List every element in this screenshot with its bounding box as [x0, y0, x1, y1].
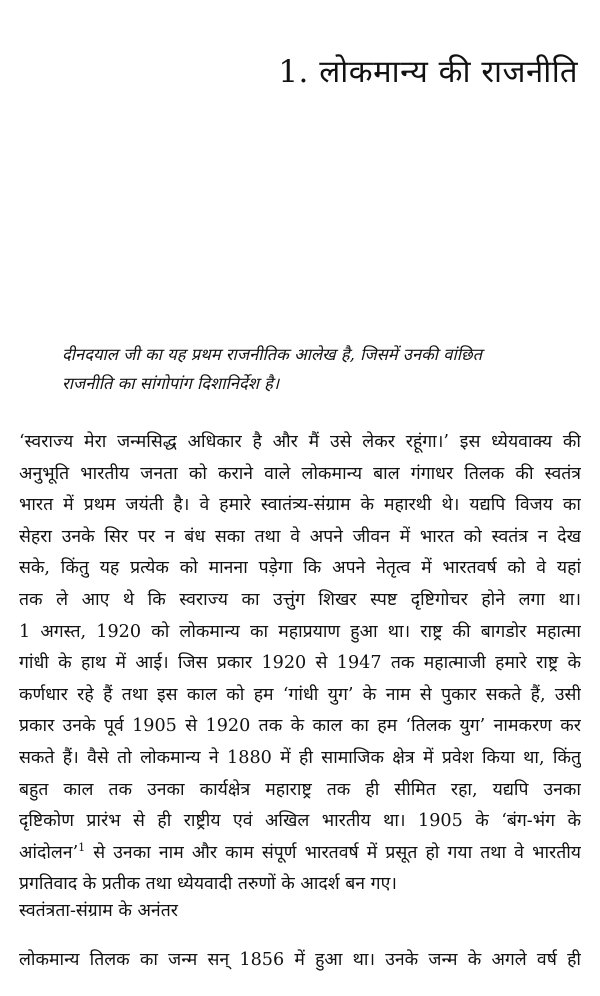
footnote-anchor-text: आंदोलन’	[19, 842, 79, 863]
epigraph	[62, 340, 542, 398]
paragraph-line: सेहरा उनके सिर पर न बंध सका तथा वे अपने जीवन में भारत को स्वतंत्र न देख	[19, 526, 581, 547]
paragraph-line: प्रकार उनके पूर्व 1905 से 1920 तक के काल का हम ‘तिलक युग’ नामकरण कर	[19, 716, 581, 737]
epigraph-line: दीनदयाल जी का यह प्रथम राजनीतिक आलेख है, जिसमें उनकी वांछित	[62, 345, 483, 364]
footnote-marker[interactable]: 1	[78, 840, 86, 854]
paragraph-line: सकते हैं। वैसे तो लोकमान्य ने 1880 में ही सामाजिक क्षेत्र में प्रवेश किया था, किंतु	[19, 747, 581, 768]
paragraph-line: लोकमान्य तिलक का जन्म सन् 1856 में हुआ था। उनके जन्म के अगले वर्ष ही	[19, 950, 581, 970]
chapter-title: 1. लोकमान्य की राजनीति	[278, 54, 578, 90]
footnote-following-text: से उनका नाम और काम संपूर्ण भारतवर्ष में प्रसूत हो गया तथा वे भारतीय	[85, 842, 581, 863]
paragraph-line: गांधी के हाथ में आई। जिस प्रकार 1920 से 1947 तक महात्माजी हमारे राष्ट्र के	[19, 653, 581, 674]
paragraph-line-with-footnote	[19, 838, 581, 870]
paragraph-last-line: प्रगतिवाद के प्रतीक तथा ध्येयवादी तरुणों के आदर्श बन गए।	[19, 874, 397, 895]
paragraph-line: कर्णधार रहे हैं तथा इस काल को हम ‘गांधी युग’ के नाम से पुकार सकते हैं, उसी	[19, 684, 581, 705]
paragraph-2	[19, 945, 581, 977]
section-heading: स्वतंत्रता-संग्राम के अनंतर	[19, 901, 178, 921]
epigraph-line: राजनीति का सांगोपांग दिशानिर्देश है।	[62, 374, 280, 393]
paragraph-line: ‘स्वराज्य मेरा जन्मसिद्ध अधिकार है और मैं उसे लेकर रहूंगा।’ इस ध्येयवाक्य की	[19, 432, 581, 452]
paragraph-1	[19, 427, 581, 901]
paragraph-line: बहुत काल तक उनका कार्यक्षेत्र महाराष्ट्र तक ही सीमित रहा, यद्यपि उनका	[19, 779, 581, 800]
paragraph-line: सके, किंतु यह प्रत्येक को मानना पड़ेगा कि अपने नेतृत्व में भारतवर्ष को वे यहां	[19, 558, 581, 579]
paragraph-line: भारत में प्रथम जयंती है। वे हमारे स्वातंत्र्य-संग्राम के महारथी थे। यद्यपि विजय का	[19, 495, 581, 516]
paragraph-line: दृष्टिकोण प्रारंभ से ही राष्ट्रीय एवं अखिल भारतीय था। 1905 के ‘बंग-भंग के	[19, 811, 581, 832]
paragraph-line: 1 अगस्त, 1920 को लोकमान्य का महाप्रयाण हुआ था। राष्ट्र की बागडोर महात्मा	[19, 621, 581, 642]
paragraph-line: तक ले आए थे कि स्वराज्य का उत्तुंग शिखर स्पष्ट दृष्टिगोचर होने लगा था।	[19, 589, 581, 610]
paragraph-line: अनुभूति भारतीय जनता को कराने वाले लोकमान्य बाल गंगाधर तिलक की स्वतंत्र	[19, 463, 581, 484]
